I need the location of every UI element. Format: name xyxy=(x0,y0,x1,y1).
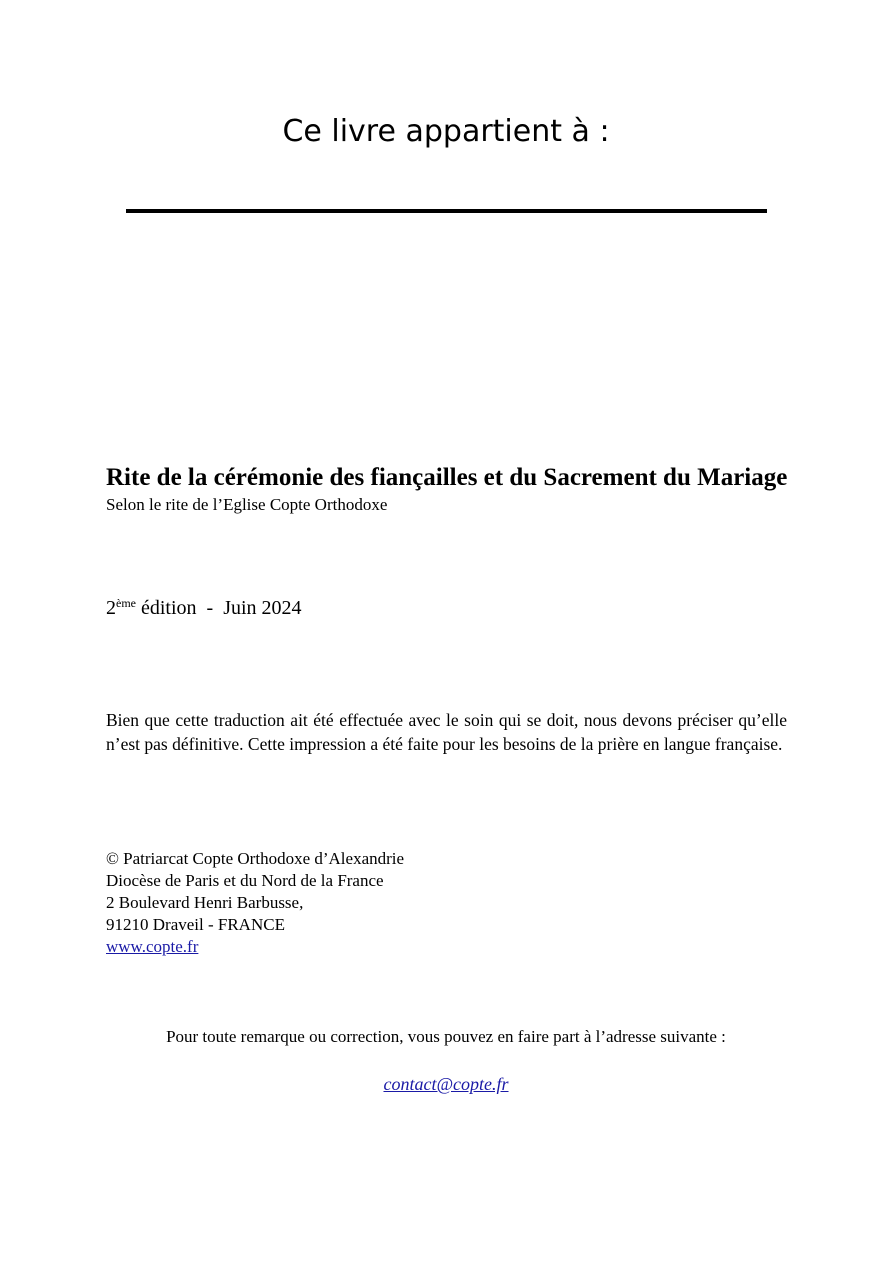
contact-email-link[interactable]: contact@copte.fr xyxy=(383,1074,509,1094)
document-subtitle: Selon le rite de l’Eglise Copte Orthodoxe xyxy=(106,495,388,514)
correction-note: Pour toute remarque ou correction, vous pouvez en faire part à l’adresse suivante : xyxy=(166,1027,726,1046)
diocese-line: Diocèse de Paris et du Nord de la France xyxy=(106,871,384,890)
ownership-blank-line xyxy=(126,209,767,213)
edition-superscript: ème xyxy=(116,596,136,610)
title-block xyxy=(106,462,788,515)
edition-date: édition - Juin 2024 xyxy=(136,597,302,619)
edition-line xyxy=(106,595,302,621)
city-line: 91210 Draveil - FRANCE xyxy=(106,915,285,934)
street-line: 2 Boulevard Henri Barbusse, xyxy=(106,893,304,912)
translation-disclaimer: Bien que cette traduction ait été effectuée avec le soin qui se doit, nous devons préciser qu’elle n’est pas définitive. Cette impression a été faite pour les besoins de la prière en langue française. xyxy=(106,710,787,754)
website-link[interactable]: www.copte.fr xyxy=(106,937,199,956)
edition-number: 2 xyxy=(106,597,116,619)
contact-line xyxy=(0,1072,892,1096)
publisher-address xyxy=(106,848,404,958)
document-title: Rite de la cérémonie des fiançailles et du Sacrement du Mariage xyxy=(106,464,788,491)
ownership-label: Ce livre appartient à : xyxy=(282,114,610,149)
copyright-line: © Patriarcat Copte Orthodoxe d’Alexandrie xyxy=(106,849,405,868)
